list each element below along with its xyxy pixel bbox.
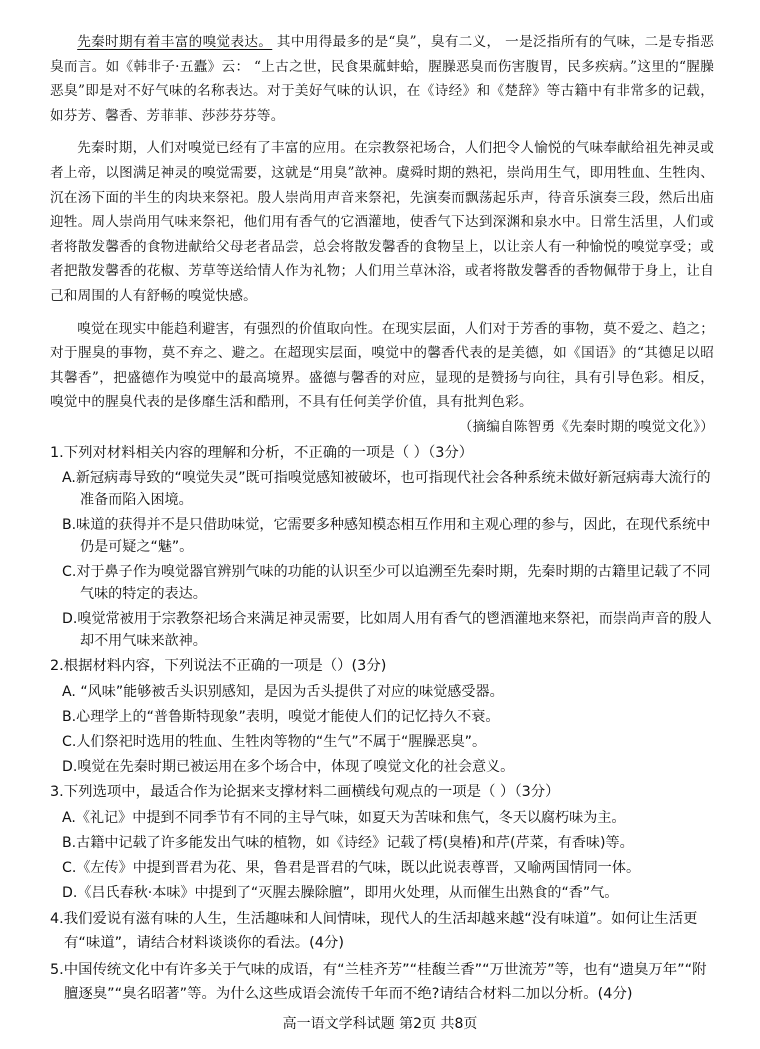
question-1-stem: 1.下列对材料相关内容的理解和分析，不正确的一项是（ ）（3分）: [50, 444, 474, 461]
question-2-option-b: B.心理学上的“普鲁斯特现象”表明，嗅觉才能使人们的记忆持久不衰。: [62, 709, 500, 726]
question-5-stem: 5.中国传统文化中有许多关于气味的成语，有“兰桂齐芳”“桂馥兰香”“万世流芳”等，也有“遗臭万年”“附膻逐臭”“臭名昭著”等。为什么这些成语会流传千年而不绝?请结合材料二加以分析。(4分): [50, 961, 707, 1002]
question-2-option-c: C.人们祭祀时选用的牲血、生牲肉等物的“生气”不属于“腥臊恶臭”。: [62, 734, 487, 751]
question-3-option-b: B.古籍中记载了许多能发出气味的植物，如《诗经》记载了樗(臭椿)和芹(芹菜，有香味)等。: [62, 834, 634, 851]
article-paragraph-1: [50, 30, 714, 128]
question-2-option-a: A. “风味”能够被舌头识别感知，是因为舌头提供了对应的味觉感受器。: [62, 684, 504, 701]
question-3-stem: 3.下列选项中，最适合作为论据来支撑材料二画横线句观点的一项是（ ）（3分）: [50, 784, 560, 801]
question-3-option-d: D.《吕氏春秋·本味》中提到了“灭腥去臊除膻”，即用火处理，从而催生出熟食的“香”气。: [62, 884, 619, 901]
paragraph-3-text: 嗅觉在现实中能趋利避害，有强烈的价值取向性。在现实层面，人们对于芳香的事物，莫不爱之、趋之；对于腥臭的事物，莫不弃之、避之。在超现实层面，嗅觉中的馨香代表的是美德，如《国语》的“其德足以昭其馨香”，把盛德作为嗅觉中的最高境界。盛德与馨香的对应，显现的是赞扬与向往，具有引导色彩。相反，嗅觉中的腥臭代表的是侈靡生活和酷刑，不具有任何美学价值，具有批判色彩。: [50, 320, 714, 411]
article-paragraph-3: [50, 317, 714, 440]
article-paragraph-2: 先秦时期，人们对嗅觉已经有了丰富的应用。在宗教祭祀场合，人们把令人愉悦的气味奉献给祖先神灵或者上帝，以图满足神灵的嗅觉需要，这就是“用臭”歆神。虞舜时期的熟祀，崇尚用生气，即用牲血、生牲肉、沉在汤下面的半生的肉块来祭祀。殷人崇尚用声音来祭祀，先演奏而飘荡起乐声，待音乐演奏三段，然后出庙迎牲。周人崇尚用气味来祭祀，他们用有香气的它酒灌地，使香气下达到深渊和泉水中。日常生活里，人们或者将散发馨香的食物进献给父母老者品尝，总会将散发馨香的食物呈上，以让亲人有一种愉悦的嗅觉享受；或者把散发馨香的花椒、芳草等送给情人作为礼物；人们用兰草沐浴，或者将散发馨香的香物佩带于身上，让自己和周围的人有舒畅的嗅觉快感。: [50, 140, 714, 304]
paragraph-1-text: 其中用得最多的是“臭”，臭有二义， 一是泛指所有的气味，二是专指恶臭而言。如《韩非子·五蠹》云： “上古之世，民食果蓏蚌蛤，腥臊恶臭而伤害腹胃，民多疾病。”这里的“腥臊恶臭”即是对不好气味的名称表达。对于美好气味的认识，在《诗经》和《楚辞》等古籍中有非常多的记载，如芬芳、馨香、芳菲菲、莎莎芬芬等。: [50, 34, 714, 124]
underlined-claim: 先秦时期有着丰富的嗅觉表达。: [77, 34, 273, 50]
question-3-option-a: A.《礼记》中提到不同季节有不同的主导气味，如夏天为苦味和焦气，冬天以腐朽味为主。: [62, 809, 626, 826]
question-4-stem: 4.我们爱说有滋有味的人生，生活趣味和人间情味，现代人的生活却越来越“没有味道”。如何让生活更有“味道”，请结合材料谈谈你的看法。(4分): [50, 910, 698, 951]
question-2-option-d: D.嗅觉在先秦时期已被运用在多个场合中，体现了嗅觉文化的社会意义。: [62, 759, 515, 776]
question-3-option-c: C.《左传》中提到晋君为花、果，鲁君是晋君的气味，既以此说表尊晋，又喻两国情同一体。: [62, 859, 641, 876]
page-footer: 高一语文学科试题 第2页 共8页: [282, 1016, 478, 1032]
question-2-stem: 2.根据材料内容，下列说法不正确的一项是（）(3分): [50, 658, 387, 675]
question-1-option-a: A.新冠病毒导致的“嗅觉失灵”既可指嗅觉感知被破坏，也可指现代社会各种系统未做好新冠病毒大流行的准备而陷入困境。: [62, 470, 711, 509]
question-1-option-b: B.味道的获得并不是只借助味觉，它需要多种感知模态相互作用和主观心理的参与，因此，在现代系统中仍是可疑之“魅”。: [62, 517, 711, 556]
questions-section: [50, 442, 714, 1006]
source-citation: （摘编自陈智勇《先秦时期的嗅觉文化》）: [458, 418, 714, 435]
question-1-option-c: C.对于鼻子作为嗅觉器官辨别气味的功能的认识至少可以追溯至先秦时期，先秦时期的古籍里记载了不同气味的特定的表达。: [62, 564, 711, 603]
question-1-option-d: D.嗅觉常被用于宗教祭祀场合来满足神灵需要，比如周人用有香气的鬯酒灌地来祭祀，而崇尚声音的殷人却不用气味来歆神。: [62, 611, 712, 650]
